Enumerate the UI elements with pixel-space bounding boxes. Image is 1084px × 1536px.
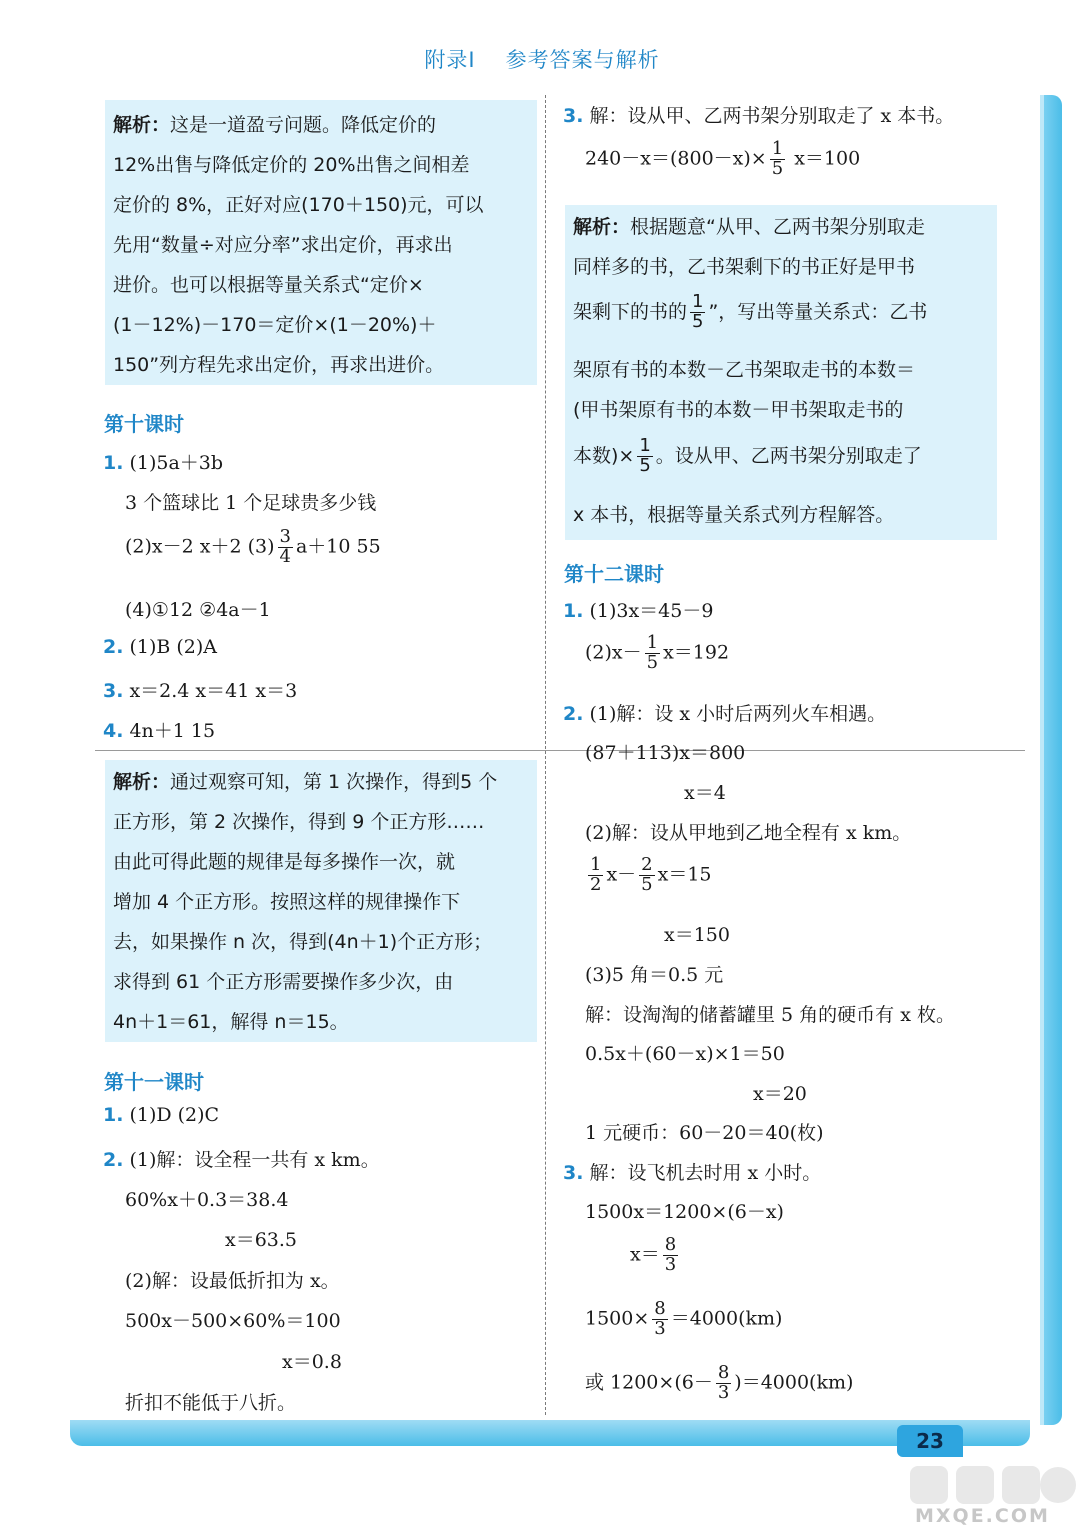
horizontal-rule [95,750,1025,751]
fraction: $\frac{1}{2}$ [590,854,602,895]
lesson12-q3-e: 或 1200×(6－ $\frac{8}{3}$ )＝4000(km) [585,1362,854,1403]
watermark-text: MXQE.COM [915,1505,1050,1527]
analysis-3-line-5: (甲书架原有书的本数－甲书架取走书的 [573,399,904,421]
lesson11-q2-g: 折扣不能低于八折。 [125,1392,297,1414]
analysis-3-line-7: x 本书，根据等量关系式列方程解答。 [573,504,895,526]
page-edge-strip [1042,95,1062,1425]
analysis-1-line-5: 进价。也可以根据等量关系式“定价× [113,274,424,296]
lesson11-q2-a: 2. (1)解：设全程一共有 x km。 [103,1149,380,1171]
lesson11-q2-e: 500x－500×60%＝100 [125,1310,341,1332]
analysis-1-line-3: 定价的 8%，正好对应(170＋150)元，可以 [113,194,484,216]
header-title: 参考答案与解析 [505,48,660,72]
page-number: 23 [897,1425,963,1457]
analysis-2-line-2: 正方形，第 2 次操作，得到 9 个正方形…… [113,811,485,833]
lesson12-q2-f: x＝150 [664,924,730,946]
analysis-3-line-4: 架原有书的本数－乙书架取走书的本数＝ [573,359,916,381]
lesson10-q3: 3. x＝2.4 x＝41 x＝3 [103,680,298,702]
lesson10-q2: 2. (1)B (2)A [103,636,218,658]
lesson12-q3-b: 1500x＝1200×(6－x) [585,1201,784,1223]
fraction: $\frac{1}{5}$ [639,435,651,476]
lesson12-q3-c: x＝ $\frac{8}{3}$ [630,1234,677,1275]
analysis-1-line-2: 12%出售与降低定价的 20%出售之间相差 [113,154,470,176]
lesson12-q2-d: (2)解：设从甲地到乙地全程有 x km。 [585,822,912,844]
column-divider [545,95,546,1415]
lesson11-q2-c: x＝63.5 [225,1229,298,1251]
fraction: $\frac{3}{4}$ [279,526,291,567]
fraction: $\frac{2}{5}$ [641,854,653,895]
lesson12-q2-h: 解：设淘淘的储蓄罐里 5 角的硬币有 x 枚。 [585,1004,955,1026]
lesson11-q2-b: 60%x＋0.3＝38.4 [125,1189,289,1211]
lesson12-q2-b: (87＋113)x＝800 [585,742,746,764]
page-header [0,44,1084,74]
lesson12-q1-b: (2)x－ $\frac{1}{5}$ x＝192 [585,632,730,673]
lesson-12-title: 第十二课时 [564,562,664,586]
analysis-box-3 [565,205,997,540]
analysis-1-line-7: 150”列方程先求出定价，再求出进价。 [113,354,445,376]
analysis-2-line-6: 求得到 61 个正方形需要操作多少次，由 [113,971,454,993]
analysis-box-1 [105,100,537,385]
lesson10-q4: 4. 4n＋1 15 [103,720,216,742]
page-bottom-strip [70,1420,1030,1446]
analysis-3-line-2: 同样多的书，乙书架剩下的书正好是甲书 [573,256,916,278]
lesson11-q2-f: x＝0.8 [282,1351,342,1373]
header-appendix: 附录Ⅰ [424,48,476,72]
lesson12-q2-e: $\frac{1}{2}$ x－ $\frac{2}{5}$ x＝15 [590,854,712,895]
lesson12-q1-a: 1. (1)3x＝45－9 [563,600,714,622]
right-q3-line-1: 3. 解：设从甲、乙两书架分别取走了 x 本书。 [563,105,955,127]
lesson12-q2-a: 2. (1)解：设 x 小时后两列火车相遇。 [563,703,887,725]
fraction: $\frac{1}{5}$ [646,632,659,673]
analysis-3-line-1: 解析：根据题意“从甲、乙两书架分别取走 [573,216,925,238]
analysis-1-line-6: (1－12%)－170＝定价×(1－20%)＋ [113,314,437,336]
lesson11-q2-d: (2)解：设最低折扣为 x。 [125,1270,340,1292]
lesson10-q1-line-a: 1. (1)5a＋3b [103,452,224,474]
question-number: 1. [103,452,124,474]
lesson12-q3-d: 1500× $\frac{8}{3}$ ＝4000(km) [585,1298,783,1339]
lesson12-q3-a: 3. 解：设飞机去时用 x 小时。 [563,1162,822,1184]
analysis-label: 解析： [113,114,171,136]
analysis-box-2 [105,760,537,1042]
fraction: $\frac{1}{5}$ [771,138,784,179]
lesson-11-title: 第十一课时 [104,1070,204,1094]
fraction: $\frac{8}{3}$ [654,1298,666,1339]
analysis-1-line-4: 先用“数量÷对应分率”求出定价，再求出 [113,234,453,256]
lesson12-q2-g: (3)5 角＝0.5 元 [585,964,724,986]
analysis-2-line-7: 4n＋1＝61，解得 n＝15。 [113,1011,349,1033]
fraction: $\frac{8}{3}$ [717,1362,730,1403]
lesson10-q1-line-d: (4)①12 ②4a－1 [125,599,271,621]
lesson10-q1-line-c: (2)x－2 x＋2 (3) $\frac{3}{4}$ a＋10 55 [125,526,381,567]
analysis-3-line-3: 架剩下的书的 $\frac{1}{5}$ ”，写出等量关系式：乙书 [573,291,928,332]
fraction: $\frac{1}{5}$ [692,291,704,332]
analysis-1-line-1: 解析：这是一道盈亏问题。降低定价的 [113,114,437,136]
lesson11-q1: 1. (1)D (2)C [103,1104,220,1126]
fraction: $\frac{8}{3}$ [664,1234,677,1275]
page-edge-inner-strip [1040,95,1044,1425]
lesson12-q2-c: x＝4 [684,782,726,804]
lesson12-q2-i: 0.5x＋(60－x)×1＝50 [585,1043,785,1065]
analysis-2-line-1: 解析：通过观察可知，第 1 次操作，得到5 个 [113,771,498,793]
right-q3-line-2: 240－x＝(800－x)× $\frac{1}{5}$ x＝100 [585,138,861,179]
analysis-2-line-3: 由此可得此题的规律是每多操作一次，就 [113,851,456,873]
lesson12-q2-k: 1 元硬币：60－20＝40(枚) [585,1122,824,1144]
analysis-2-line-4: 增加 4 个正方形。按照这样的规律操作下 [113,891,461,913]
lesson12-q2-j: x＝20 [753,1083,807,1105]
lesson-10-title: 第十课时 [104,412,184,436]
analysis-2-line-5: 去，如果操作 n 次，得到(4n＋1)个正方形； [113,931,493,953]
analysis-3-line-6: 本数)× $\frac{1}{5}$ 。设从甲、乙两书架分别取走了 [573,435,922,476]
lesson10-q1-line-b: 3 个篮球比 1 个足球贵多少钱 [125,492,377,514]
